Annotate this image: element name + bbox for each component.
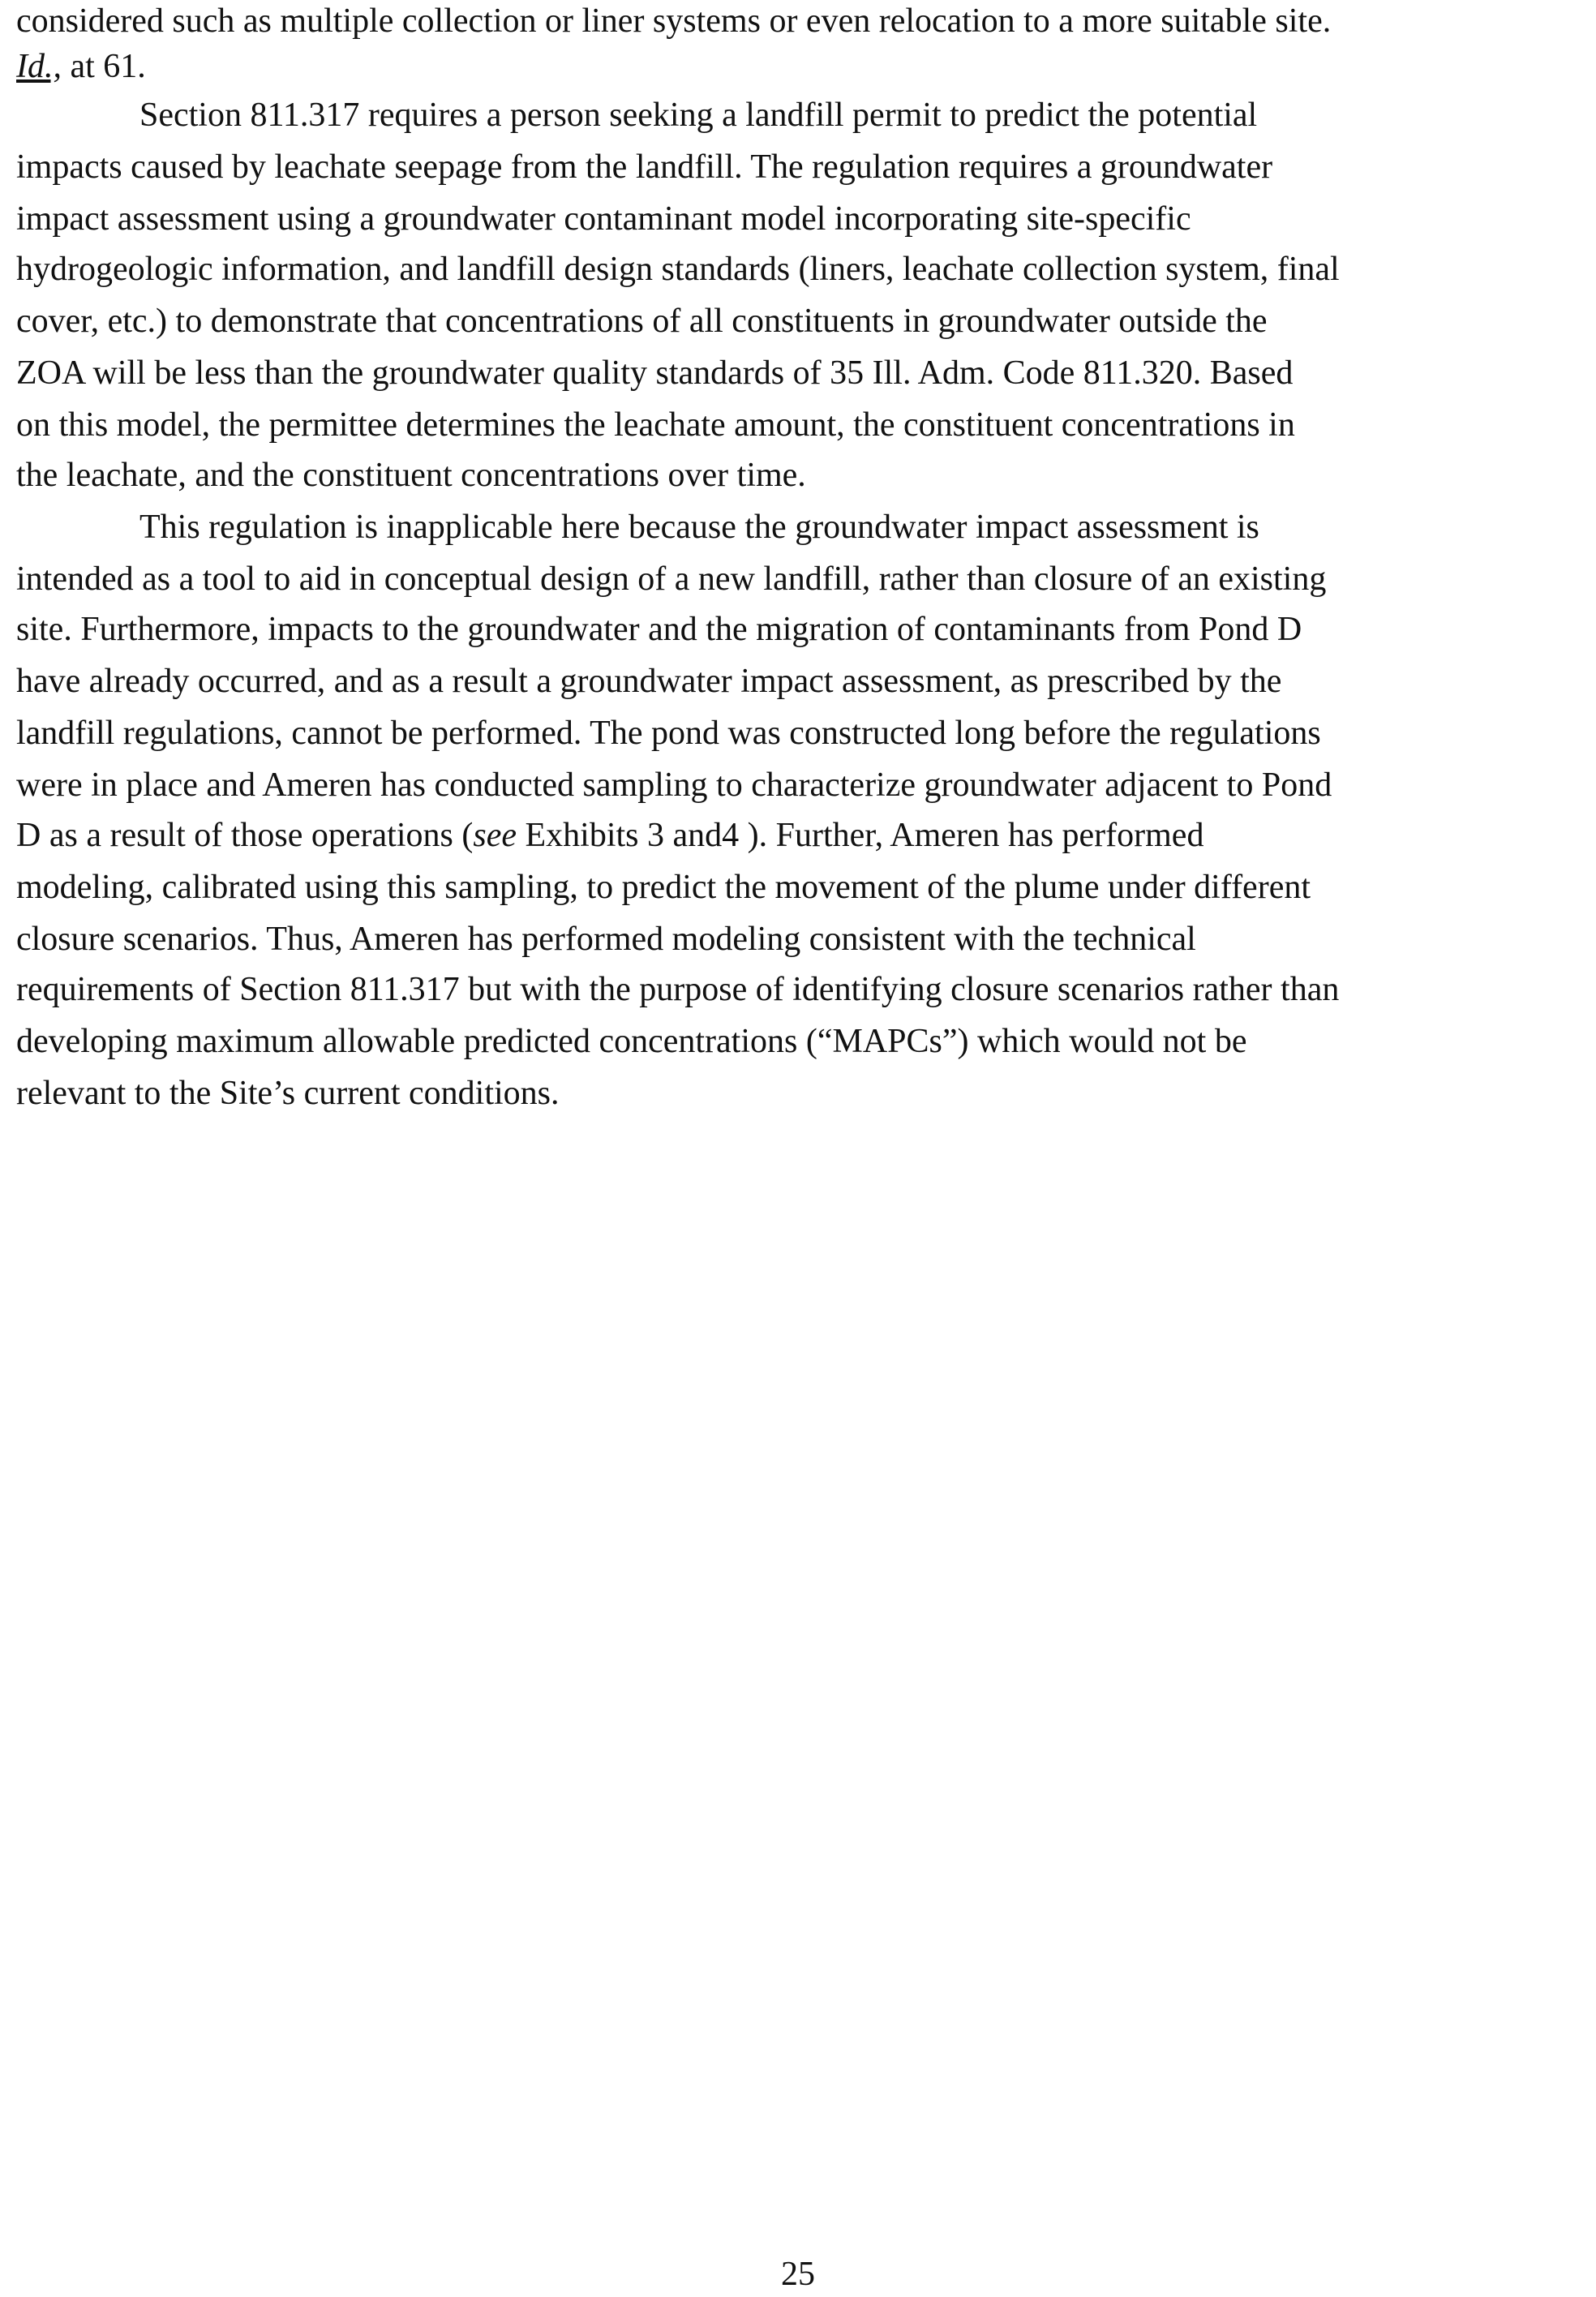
text-line: closure scenarios. Thus, Ameren has performed modeling consistent with the technical	[16, 921, 1196, 958]
text-line: were in place and Ameren has conducted sampling to characterize groundwater adjacent to Pond	[16, 766, 1332, 804]
paragraph-start: This regulation is inapplicable here because the groundwater impact assessment is	[139, 509, 1259, 546]
text-line: developing maximum allowable predicted concentrations (“MAPCs”) which would not be	[16, 1023, 1247, 1060]
text-line: relevant to the Site’s current conditions.	[16, 1075, 560, 1112]
paragraph-start: Section 811.317 requires a person seeking a landfill permit to predict the potential	[139, 97, 1258, 134]
text-line: considered such as multiple collection or liner systems or even relocation to a more suitable site.	[16, 2, 1332, 40]
text-line: the leachate, and the constituent concentrations over time.	[16, 457, 806, 494]
exhibit-text-after: Exhibits 3 and4 ). Further, Ameren has performed	[517, 817, 1204, 854]
page-number: 25	[781, 2256, 815, 2293]
text-line: requirements of Section 811.317 but with the purpose of identifying closure scenarios rather than	[16, 971, 1340, 1008]
text-line: site. Furthermore, impacts to the groundwater and the migration of contaminants from Pond D	[16, 611, 1302, 648]
text-line: on this model, the permittee determines the leachate amount, the constituent concentrations in	[16, 406, 1295, 444]
exhibit-text-before: D as a result of those operations (	[16, 817, 474, 854]
text-line: have already occurred, and as a result a groundwater impact assessment, as prescribed by the	[16, 663, 1282, 700]
text-line: impacts caused by leachate seepage from the landfill. The regulation requires a groundwater	[16, 148, 1273, 186]
text-line: modeling, calibrated using this sampling, to predict the movement of the plume under different	[16, 869, 1311, 906]
text-line: landfill regulations, cannot be performed. The pond was constructed long before the regulations	[16, 715, 1321, 752]
text-line: hydrogeologic information, and landfill design standards (liners, leachate collection system, final	[16, 251, 1340, 288]
text-line: ZOA will be less than the groundwater quality standards of 35 Ill. Adm. Code 811.320. Based	[16, 354, 1294, 392]
citation-line	[16, 42, 146, 91]
text-line: intended as a tool to aid in conceptual design of a new landfill, rather than closure of an existing	[16, 560, 1327, 598]
citation-page: at 61.	[62, 48, 146, 85]
exhibit-reference-line	[16, 811, 1203, 860]
citation-id: Id.,	[16, 48, 62, 85]
text-line: impact assessment using a groundwater contaminant model incorporating site-specific	[16, 200, 1191, 238]
see-signal: see	[473, 817, 517, 854]
text-line: cover, etc.) to demonstrate that concentrations of all constituents in groundwater outside the	[16, 303, 1268, 340]
